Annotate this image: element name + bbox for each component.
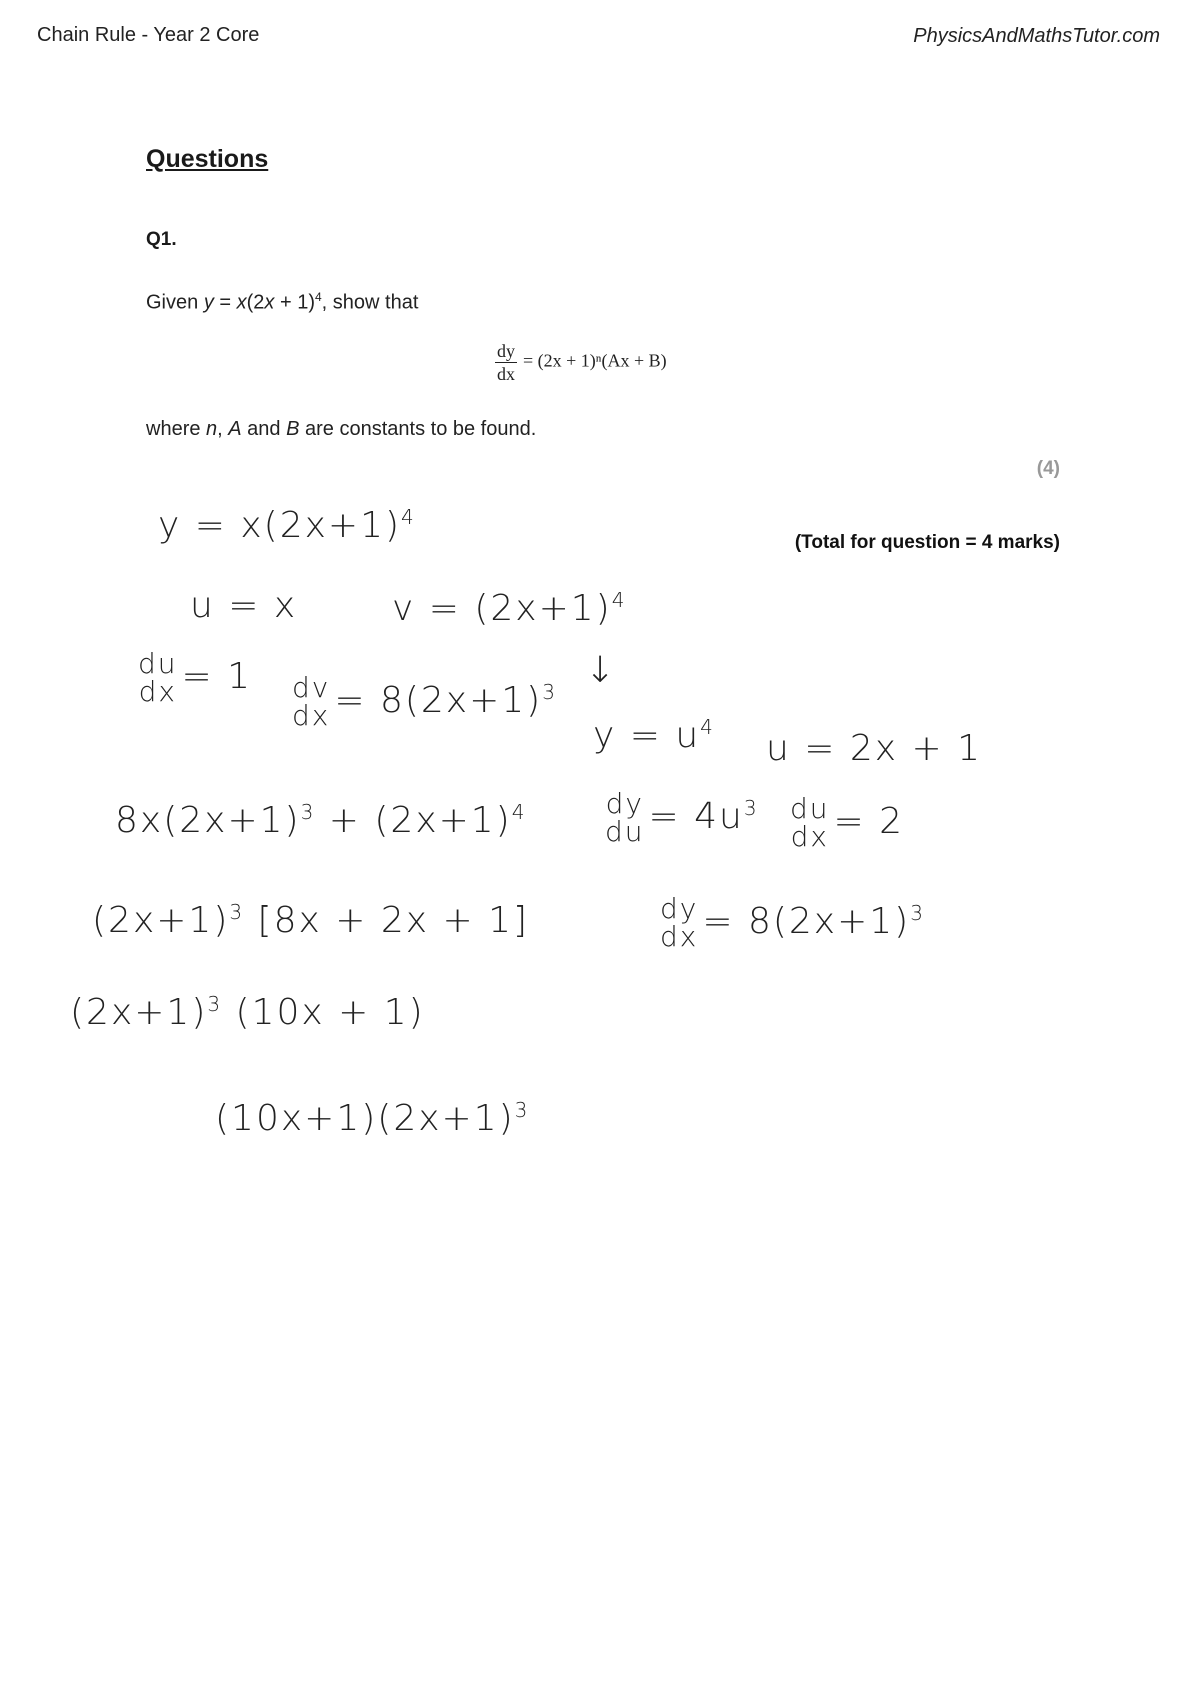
where-a: A: [228, 418, 242, 440]
hw-simp-exp: 3: [207, 992, 223, 1016]
hw-u-2x1: u = 2x + 1: [766, 728, 983, 769]
hw-v-def: [392, 588, 626, 629]
hw-dydx-den: dx: [660, 920, 699, 953]
where-prefix: where: [146, 418, 207, 440]
hw-dy-exp: 3: [743, 796, 759, 820]
hw-simplified: [70, 992, 425, 1033]
hw-dydx-exp: 3: [910, 901, 925, 925]
hw-dy-frac: [605, 787, 645, 848]
given-x2: x: [264, 291, 275, 314]
hw-final: [215, 1098, 529, 1139]
hw-du-num: du: [138, 647, 178, 680]
hw-du-frac: [138, 647, 178, 708]
hw-sum-b: + (2x+1): [315, 800, 512, 841]
section-title: Questions: [146, 145, 269, 173]
hw-dv-num: dv: [292, 671, 331, 704]
hw-simp-b: (10x + 1): [222, 992, 425, 1033]
hw-dy-dx: [660, 892, 925, 953]
given-rest: + 1): [274, 291, 315, 314]
given-exp: 4: [314, 290, 322, 304]
given-suffix: , show that: [321, 291, 419, 314]
total-marks: (Total for question = 4 marks): [794, 532, 1060, 553]
formula-fraction: [495, 340, 517, 385]
hw-simp-a: (2x+1): [70, 992, 208, 1033]
hw-du-val: = 1: [181, 656, 253, 697]
hw-dy-val: = 4u: [648, 796, 744, 837]
hw-du-dx2: [790, 792, 905, 853]
hw-final-exp: 3: [514, 1098, 530, 1122]
hw-dv-den: dx: [292, 699, 331, 732]
hw-dudx-den: dx: [790, 820, 829, 853]
hw-y-u4-exp: 4: [700, 715, 715, 739]
hw-dydx-num: dy: [660, 892, 699, 925]
hw-dy-du: [605, 787, 759, 848]
formula-num: dy: [497, 341, 515, 361]
hw-final-text: (10x+1)(2x+1): [215, 1098, 515, 1139]
formula-rhs: = (2x + 1)ⁿ(Ax + B): [523, 350, 667, 371]
hw-dy-num: dy: [605, 787, 644, 820]
hw-du-den: dx: [138, 675, 177, 708]
hw-y-text: y = x(2x+1): [158, 505, 402, 546]
hw-arrow: ↓: [585, 650, 618, 691]
hw-dudx-num: du: [790, 792, 830, 825]
given-prefix: Given: [146, 291, 204, 314]
hw-y-exp: 4: [401, 505, 416, 529]
hw-dydx-frac: [660, 892, 699, 953]
given-y: y: [203, 291, 214, 314]
given-x: x: [236, 291, 247, 314]
hw-dudx-val: = 2: [833, 801, 905, 842]
where-comma: ,: [217, 418, 229, 440]
hw-sum-exp2: 4: [511, 800, 527, 824]
hw-dudx-frac: [790, 792, 830, 853]
header-right: PhysicsAndMathsTutor.com: [913, 25, 1160, 47]
where-n: n: [206, 418, 218, 440]
hw-dy-den: du: [605, 815, 645, 848]
derivative-formula: [495, 340, 667, 385]
hw-factor-a: (2x+1): [92, 900, 230, 941]
where-suffix: are constants to be found.: [299, 418, 537, 440]
hw-du-dx: [138, 647, 253, 708]
where-and: and: [241, 418, 287, 440]
hw-v-text: v = (2x+1): [392, 588, 612, 629]
hw-factor: [92, 900, 529, 941]
hw-v-exp: 4: [611, 588, 627, 612]
hw-sum-a: 8x(2x+1): [115, 800, 301, 841]
hw-line-y: [158, 505, 416, 546]
header-left: Chain Rule - Year 2 Core: [37, 24, 260, 46]
hw-sum: [115, 800, 526, 841]
where-b: B: [286, 418, 300, 440]
hw-dv-frac: [292, 671, 331, 732]
hw-sum-exp1: 3: [300, 800, 316, 824]
hw-factor-exp: 3: [229, 900, 245, 924]
hw-y-u4: [593, 715, 715, 756]
hw-factor-b: [8x + 2x + 1]: [244, 900, 530, 941]
question-given: [146, 290, 418, 315]
formula-den: dx: [497, 364, 515, 384]
hw-dv-exp: 3: [542, 680, 557, 704]
hw-dv-val: = 8(2x+1): [334, 680, 543, 721]
marks-label: (4): [1036, 458, 1060, 479]
question-label: Q1.: [146, 229, 177, 250]
question-where: [146, 418, 536, 441]
hw-u-def: u = x: [190, 585, 298, 626]
hw-dv-dx: [292, 671, 557, 732]
hw-dydx-val: = 8(2x+1): [702, 901, 911, 942]
hw-y-u4-text: y = u: [593, 715, 701, 756]
given-eq: =: [213, 291, 237, 314]
given-paren: (2: [246, 291, 265, 314]
